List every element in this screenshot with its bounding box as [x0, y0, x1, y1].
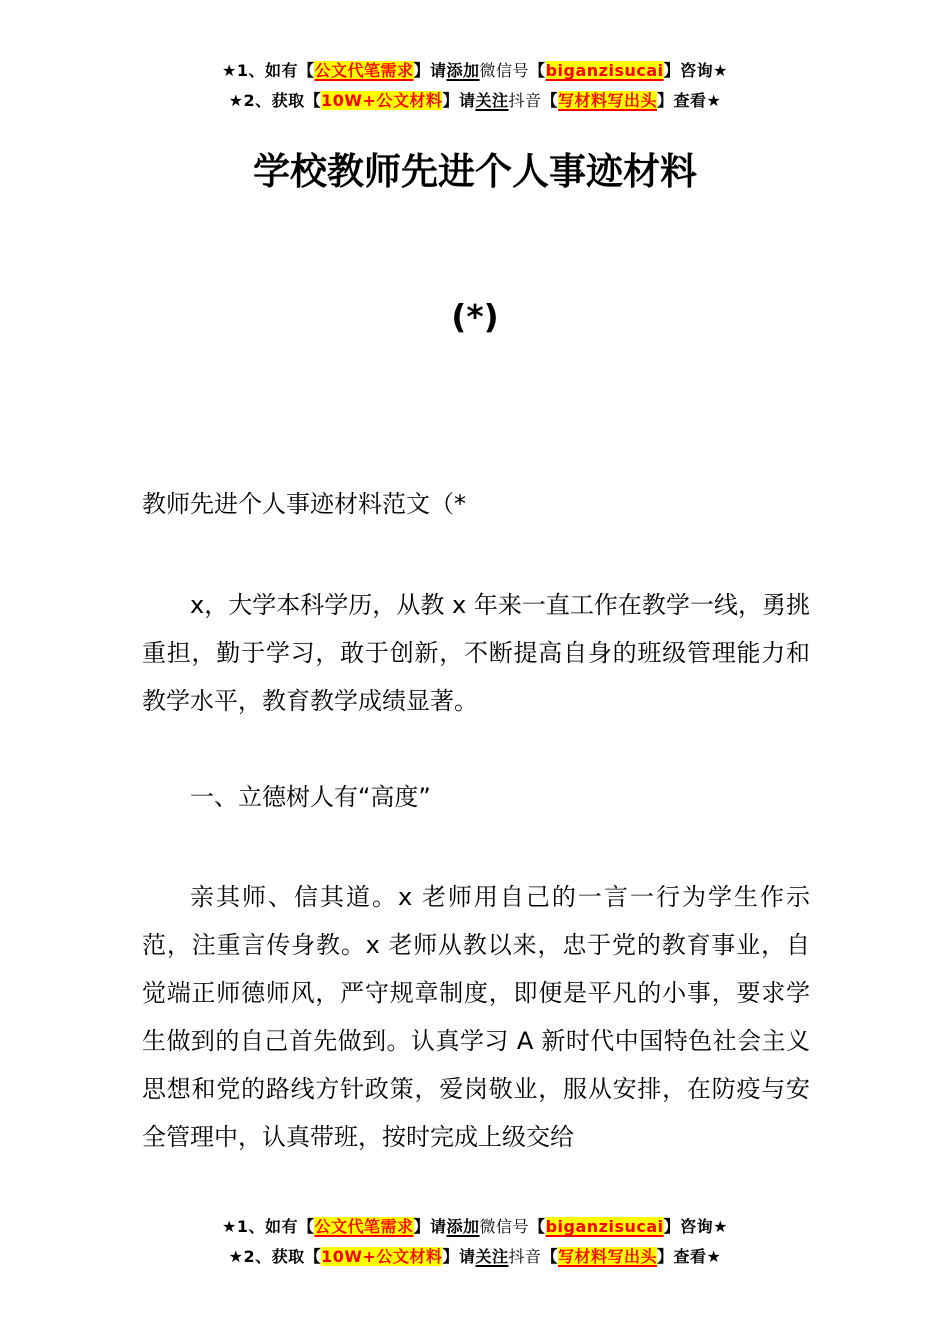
promo-segment: 10W+公文材料	[321, 91, 443, 110]
promo-segment: 关注	[475, 91, 509, 110]
promo-segment: 】请	[413, 1217, 447, 1236]
header-promo-line-2	[0, 86, 950, 116]
promo-segment: 】查看★	[657, 91, 722, 110]
promo-segment: 关注	[475, 1247, 509, 1266]
promo-segment: 公文代笔需求	[314, 1217, 414, 1236]
promo-segment: 】咨询★	[663, 61, 728, 80]
promo-segment: 微信号	[479, 61, 530, 80]
promo-segment: 】请	[442, 1247, 476, 1266]
promo-segment: 抖音	[508, 1247, 542, 1266]
document-title: 学校教师先进个人事迹材料	[253, 150, 697, 193]
header-promo-line-1	[0, 56, 950, 86]
promo-segment: 写材料写出头	[558, 1247, 658, 1266]
star-mark: (*)	[451, 297, 499, 336]
promo-segment: 】请	[442, 91, 476, 110]
promo-segment: 】请	[413, 61, 447, 80]
paragraph-2: 亲其师、信其道。x 老师用自己的一言一行为学生作示范，注重言传身教。x 老师从教以来，忠于党的教育事业，自觉端正师德师风，严守规章制度，即便是平凡的小事，要求学生做到的自己首先做到。认真学习 A 新时代中国特色社会主义思想和党的路线方针政策，爱岗敬业，服从安排，在防疫与安全管理中，认真带班，按时完成上级交给	[142, 883, 810, 1151]
promo-segment: ★2、获取【	[228, 91, 322, 110]
promo-segment: 10W+公文材料	[321, 1247, 443, 1266]
section-heading-1: 一、立德树人有“高度”	[190, 783, 431, 811]
promo-segment: 写材料写出头	[558, 91, 658, 110]
footer-promo-line-1	[0, 1212, 950, 1242]
promo-segment: ★2、获取【	[228, 1247, 322, 1266]
promo-segment: 添加	[446, 61, 480, 80]
promo-segment: 】咨询★	[663, 1217, 728, 1236]
promo-segment: biganzisucai	[545, 1217, 664, 1236]
promo-segment: biganzisucai	[545, 61, 664, 80]
footer-promo-note	[0, 1212, 950, 1272]
promo-segment: 抖音	[508, 91, 542, 110]
promo-segment: ★1、如有【	[222, 1217, 315, 1236]
promo-segment: 添加	[446, 1217, 480, 1236]
promo-segment: 微信号	[479, 1217, 530, 1236]
header-promo-note	[0, 0, 950, 116]
promo-segment: ★1、如有【	[222, 61, 315, 80]
document-body	[142, 480, 810, 1161]
paragraph-1: x，大学本科学历，从教 x 年来一直工作在教学一线，勇挑重担，勤于学习，敢于创新，不断提高自身的班级管理能力和教学水平，教育教学成绩显著。	[142, 591, 810, 715]
footer-promo-line-2	[0, 1242, 950, 1272]
promo-segment: 【	[541, 1247, 558, 1266]
promo-segment: 【	[529, 61, 546, 80]
promo-segment: 【	[541, 91, 558, 110]
promo-segment: 】查看★	[657, 1247, 722, 1266]
intro-line: 教师先进个人事迹材料范文（*	[142, 490, 466, 518]
promo-segment: 公文代笔需求	[314, 61, 414, 80]
promo-segment: 【	[529, 1217, 546, 1236]
